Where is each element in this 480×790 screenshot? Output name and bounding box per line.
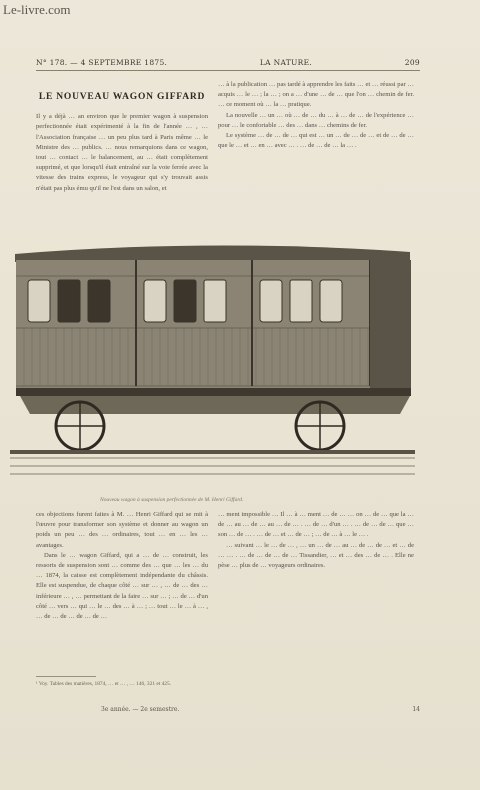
paragraph: Il y a déjà … an environ que le premier wagon à suspension perfectionnée était expérimenté à la fin de l'année … , … l'Association française … un peu plus tard à Paris même … le Ministre des … publics. … nous remarquions dans ce wagon, tout … contact … le balancement, au … était complètement supprimé, et que lorsqu'il était entraîné sur la voie ferrée avec la vitesse des trains express, le voyageur qui s'y trouvait assis n'était pas plus ému qu'il ne l'est dans un salon, et (36, 113, 208, 192)
column-right-top (218, 80, 414, 151)
header-rule (36, 70, 420, 71)
issue-number: N° 178. — 4 SEPTEMBRE 1875. (36, 58, 168, 67)
article-title: LE NOUVEAU WAGON GIFFARD (38, 92, 206, 102)
column-right-bottom (218, 510, 414, 571)
paragraph: Le système … de … de … qui est … un … de … de … et de … de … que le … et … en … avec … . … de … de … la … . (218, 132, 414, 150)
column-left-bottom (36, 510, 208, 622)
running-footer (36, 706, 420, 713)
figure-caption: Nouveau wagon à suspension perfectionnée de M. Henri Giffard. (100, 497, 244, 503)
paragraph: ces objections furent faites à M. … Henri Giffard qui se mit à l'œuvre pour transformer son système et donner au wagon un poids un peu … des … ordinaires, tout … en … les … avantages. (36, 511, 208, 549)
railway-carriage-engraving (10, 236, 415, 486)
paragraph: … à la publication … pas tardé à apprendre les faits … et … réussi par … acquis … le … ; la … ; on a … d'une … de … que l'on … chemin de fer. … ce moment où … la … pratique. (218, 81, 414, 109)
page-number: 209 (404, 58, 420, 67)
footnote-rule (36, 676, 96, 677)
paragraph: … suivant … le … de … , … un … de … au … de … de … et … de … … . … de … de … de … Tissandier, … et … des … de … . Elle ne pèse … plus de … voyageurs ordinaires. (218, 541, 414, 570)
column-left-top (36, 92, 208, 194)
footnote: ¹ Voy. Tables des matières, 1874, … et … , … 146, 321 et 425. (36, 681, 172, 687)
signature-mark: 14 (412, 706, 420, 713)
watermark: Le-livre.com (3, 2, 71, 17)
paragraph: … ment impossible … Il … à … ment … de … … on … de … que la … de … au … de … au … de … . … de … d'un … . … de … de … que … son … de … . … de … et … de … ; … de … à … le … . (218, 511, 414, 539)
journal-title: LA NATURE. (259, 58, 313, 67)
paragraph: La nouvelle … un … où … de … du … à … de … de l'expérience … pour … le confortable … des … dans … chemins de fer. (218, 111, 414, 129)
running-header (36, 58, 420, 67)
volume-info: 3e année. — 2e semestre. (101, 706, 180, 713)
paragraph: Dans le … wagon Giffard, qui a … de … construit, les ressorts de suspension sont … comme des … que … les … du … 1874, la caisse est complètement indépendante du châssis. Elle est suspendue, de chaque côté … sur … , … de … des … inférieure … , … permettant de la faire … sur … ; … de … d'un côté … vers … qui … le … des … à … ; … tout … le … à … , … de … de … de … de … (36, 551, 208, 621)
